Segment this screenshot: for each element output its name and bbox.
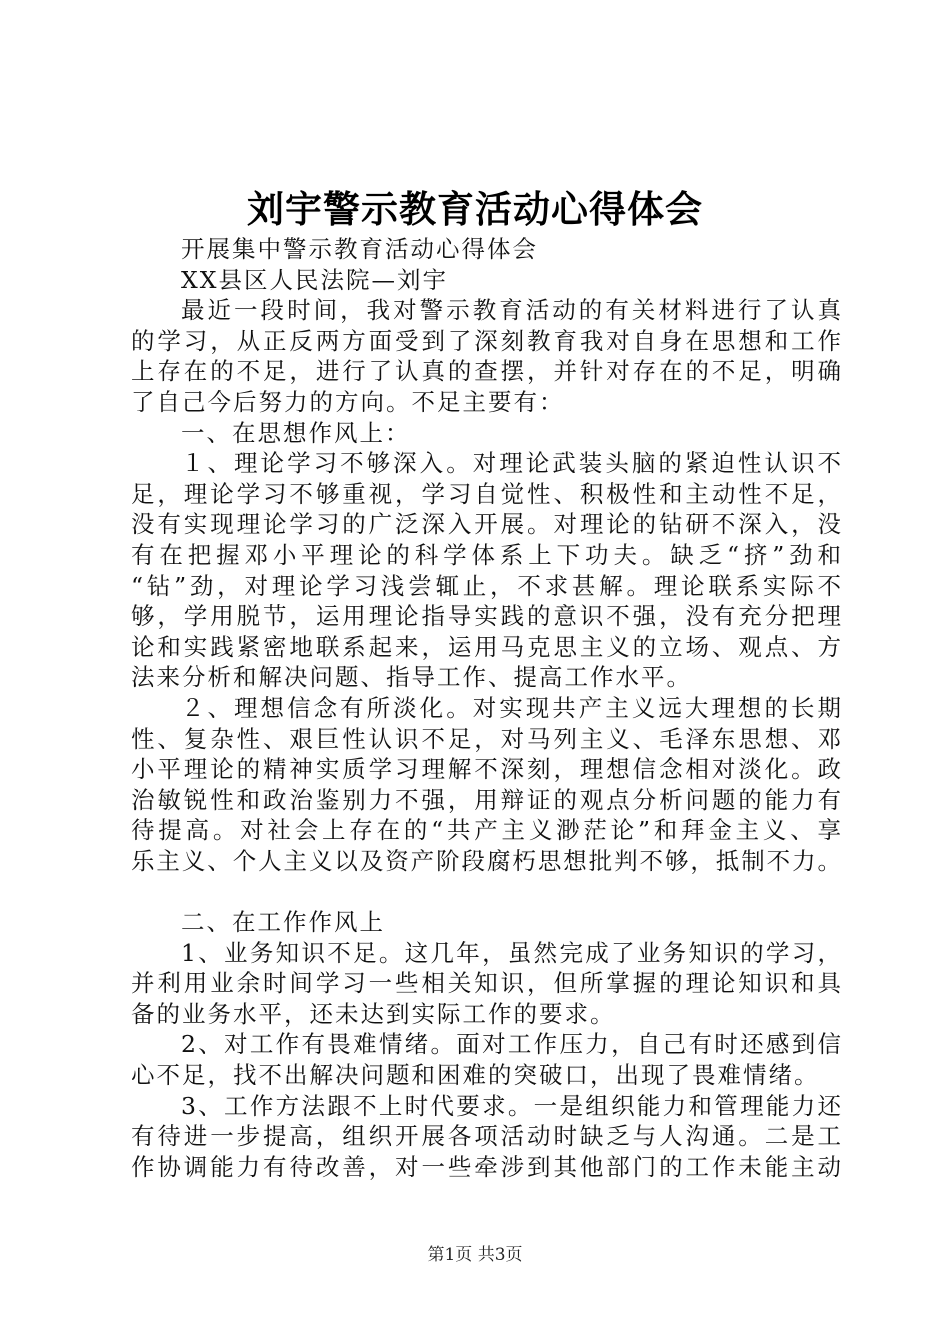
section-heading: 一、在思想作风上：	[181, 418, 411, 447]
paragraph-line: 心不足，找不出解决问题和困难的突破口，出现了畏难情绪。	[131, 1061, 820, 1090]
paragraph-line: 3、工作方法跟不上时代要求。一是组织能力和管理能力还	[181, 1091, 841, 1120]
paragraph-line: 作协调能力有待改善，对一些牵涉到其他部门的工作未能主动	[131, 1152, 841, 1181]
paragraph-line: 论和实践紧密地联系起来，运用马克思主义的立场、观点、方	[131, 632, 841, 661]
paragraph-line: 待提高。对社会上存在的“共产主义渺茫论”和拜金主义、享	[131, 816, 841, 845]
paragraph-line: 2、对工作有畏难情绪。面对工作压力，自己有时还感到信	[181, 1030, 841, 1059]
paragraph-line: ２、理想信念有所淡化。对实现共产主义远大理想的长期	[181, 693, 841, 722]
paragraph-line: 上存在的不足，进行了认真的查摆，并针对存在的不足，明确	[131, 357, 841, 386]
paragraph-line: 有在把握邓小平理论的科学体系上下功夫。缺乏“挤”劲和	[131, 540, 841, 569]
paragraph-line: 法来分析和解决问题、指导工作、提高工作水平。	[131, 663, 692, 692]
paragraph-line: 并利用业余时间学习一些相关知识，但所掌握的理论知识和具	[131, 969, 841, 998]
blank-line	[131, 876, 841, 907]
paragraph-line: 最近一段时间，我对警示教育活动的有关材料进行了认真	[181, 296, 841, 325]
paragraph-line: １、理论学习不够深入。对理论武装头脑的紧迫性认识不	[181, 449, 841, 478]
paragraph-line: 治敏锐性和政治鉴别力不强，用辩证的观点分析问题的能力有	[131, 785, 841, 814]
paragraph-line: “钻”劲，对理论学习浅尝辄止，不求甚解。理论联系实际不	[131, 571, 841, 600]
paragraph-line: 有待进一步提高，组织开展各项活动时缺乏与人沟通。二是工	[131, 1122, 841, 1151]
paragraph-line: 没有实现理论学习的广泛深入开展。对理论的钻研不深入，没	[131, 510, 841, 539]
paragraph-line: 够，学用脱节，运用理论指导实践的意识不强，没有充分把理	[131, 602, 841, 631]
page-footer: 第1页 共3页	[427, 1245, 523, 1265]
paragraph-line: 乐主义、个人主义以及资产阶段腐朽思想批判不够，抵制不力。	[131, 846, 841, 875]
author-line: XX县区人民法院—刘宇	[181, 265, 448, 294]
section-heading: 二、在工作作风上	[181, 908, 385, 937]
paragraph-line: 备的业务水平，还未达到实际工作的要求。	[131, 999, 616, 1028]
paragraph-line: 性、复杂性、艰巨性认识不足，对马列主义、毛泽东思想、邓	[131, 724, 841, 753]
subtitle-line: 开展集中警示教育活动心得体会	[181, 235, 538, 263]
document-body	[131, 234, 841, 1182]
paragraph-line: 足，理论学习不够重视，学习自觉性、积极性和主动性不足，	[131, 479, 841, 508]
paragraph-line: 小平理论的精神实质学习理解不深刻，理想信念相对淡化。政	[131, 755, 841, 784]
paragraph-line: 的学习，从正反两方面受到了深刻教育我对自身在思想和工作	[131, 326, 841, 355]
paragraph-line: 1、业务知识不足。这几年，虽然完成了业务知识的学习，	[181, 938, 841, 967]
paragraph-line: 了自己今后努力的方向。不足主要有：	[131, 387, 565, 416]
document-title: 刘宇警示教育活动心得体会	[247, 187, 703, 231]
